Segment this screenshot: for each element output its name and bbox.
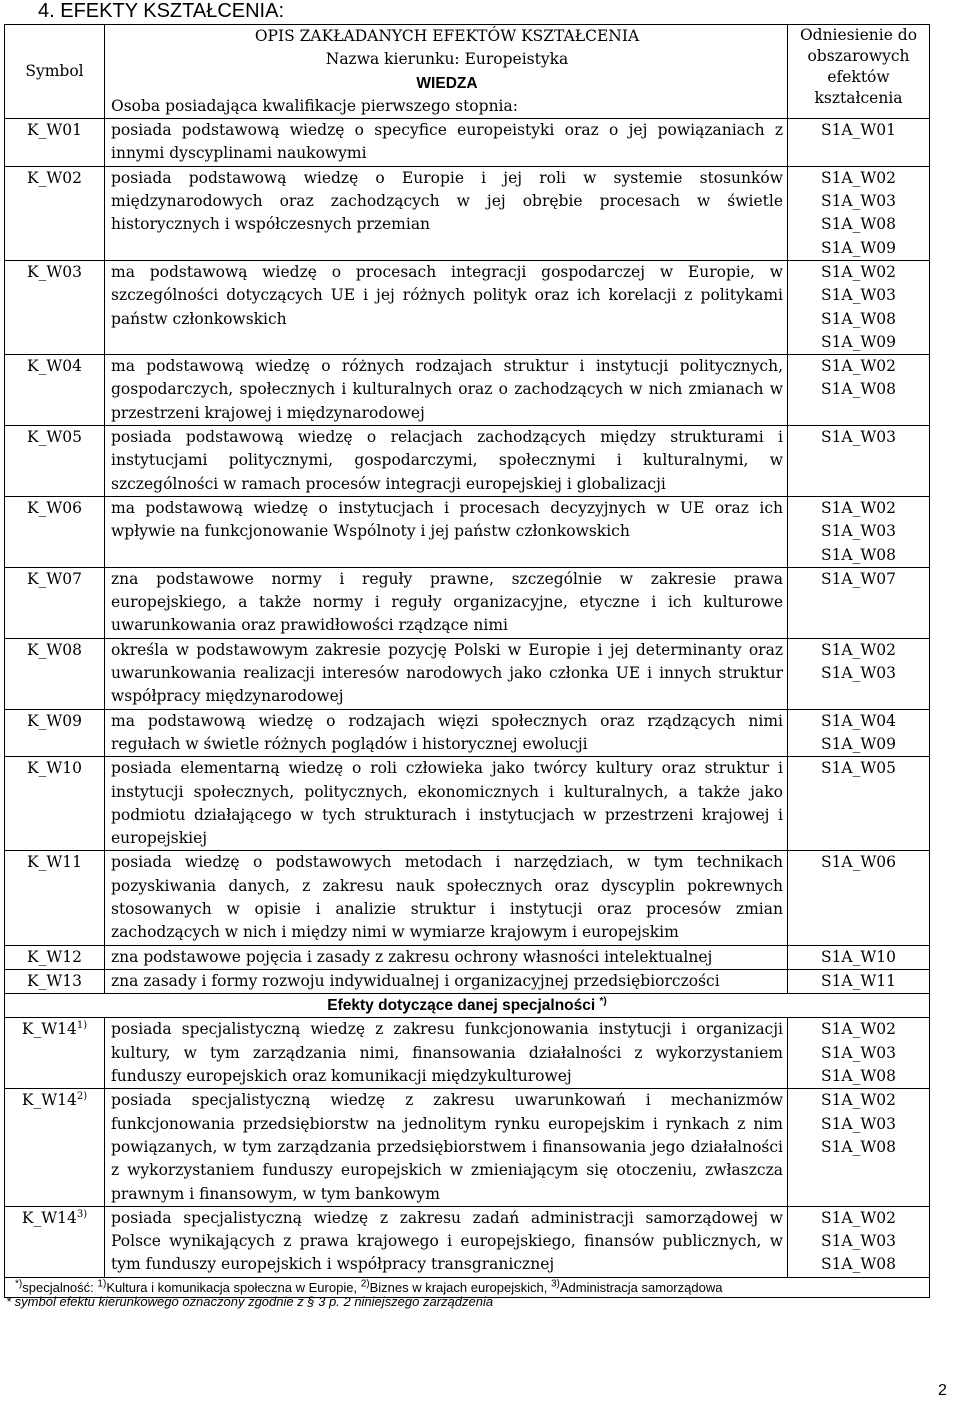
footnote-item: Administracja samorządowa	[559, 1279, 723, 1295]
outcome-description: posiada specjalistyczną wiedzę z zakresu zadań administracji samorządowej w Polsce wynikających z prawa krajowego i europejskiego, finansów publicznych, w tym funduszy europejskich i współpracy transgranicznej	[105, 1206, 788, 1277]
reference-code: S1A_W03	[820, 664, 897, 683]
category-label: WIEDZA	[416, 74, 478, 92]
footnote-item: Kultura i komunikacja społeczna w Europie,	[106, 1279, 358, 1295]
outcome-row	[5, 567, 930, 638]
outcome-symbol	[5, 945, 105, 969]
symbol-code: K_W11	[27, 853, 82, 872]
learning-outcomes-table	[4, 24, 930, 1298]
reference-code: S1A_W08	[820, 1255, 897, 1274]
symbol-code: K_W10	[27, 759, 82, 778]
outcome-symbol	[5, 638, 105, 709]
symbol-code: K_W14	[21, 1208, 77, 1227]
outcome-references	[788, 426, 930, 497]
outcome-symbol	[5, 1089, 105, 1206]
page-number: 2	[938, 1382, 947, 1399]
reference-code: S1A_W09	[820, 238, 897, 257]
reference-header	[788, 25, 930, 119]
symbol-code: K_W03	[27, 262, 82, 281]
outcome-references	[788, 851, 930, 945]
footnote-item: Biznes w krajach europejskich,	[369, 1279, 548, 1295]
outcome-row	[5, 945, 930, 969]
reference-code: S1A_W09	[820, 332, 897, 351]
reference-code: S1A_W03	[820, 286, 897, 305]
symbol-code: K_W14	[21, 1091, 77, 1110]
reference-code: S1A_W08	[820, 1137, 897, 1156]
outcome-description: posiada specjalistyczną wiedzę z zakresu funkcjonowania instytucji i organizacji kultury, w tym zarządzania nimi, finansowania działalności z wykorzystaniem funduszy europejskich oraz komunikacji międzykulturowej	[105, 1018, 788, 1089]
reference-code: S1A_W05	[820, 759, 897, 778]
outcome-description: ma podstawową wiedzę o różnych rodzajach struktur i instytucji politycznych, gospodarczych, społecznych i kulturalnych oraz o zachodzących w nich zmianach w przestrzeni krajowej i międzynarodowej	[105, 355, 788, 426]
reference-code: S1A_W02	[820, 168, 897, 187]
outcome-symbol	[5, 851, 105, 945]
outcome-references	[788, 969, 930, 993]
symbol-code: K_W12	[27, 947, 82, 966]
outcome-row	[5, 260, 930, 354]
description-header	[105, 25, 788, 119]
reference-code: S1A_W08	[820, 380, 897, 399]
outcome-row	[5, 638, 930, 709]
outcome-symbol	[5, 1018, 105, 1089]
outcome-symbol	[5, 260, 105, 354]
outcome-symbol	[5, 1206, 105, 1277]
section-title: 4. EFEKTY KSZTAŁCENIA:	[38, 0, 284, 22]
outcome-description: ma podstawową wiedzę o procesach integracji gospodarczej w Europie, w szczególności dotyczących UE i jej różnych polityk oraz ich korelacji z politykami państw członkowskich	[105, 260, 788, 354]
reference-code: S1A_W02	[820, 498, 897, 517]
outcome-description: posiada podstawową wiedzę o specyfice europeistyki oraz o jej powiązaniach z innymi dyscyplinami naukowymi	[105, 119, 788, 167]
outcome-symbol	[5, 119, 105, 167]
outcome-description: zna podstawowe normy i reguły prawne, szczególnie w zakresie prawa europejskiego, a także normy i reguły organizacyjne, etyczne i ich kulturowe uwarunkowania oraz prawidłowości rządzące nimi	[105, 567, 788, 638]
outcome-row	[5, 1018, 930, 1089]
reference-code: S1A_W02	[820, 1020, 897, 1039]
specialty-marker: 1)	[76, 1020, 88, 1032]
symbol-code: K_W14	[21, 1020, 77, 1039]
outcome-description: zna podstawowe pojęcia i zasady z zakresu ochrony własności intelektualnej	[105, 945, 788, 969]
outcome-symbol	[5, 567, 105, 638]
intro-text: Osoba posiadająca kwalifikacje pierwszego stopnia:	[111, 96, 518, 115]
reference-header-line: kształcenia	[814, 89, 903, 107]
footnote-label: specjalność:	[22, 1279, 94, 1295]
footnote-marker: *)	[15, 1278, 23, 1290]
outcome-references	[788, 496, 930, 567]
reference-code: S1A_W04	[820, 711, 897, 730]
outcome-references	[788, 260, 930, 354]
footnote-marker: 3)	[550, 1278, 560, 1290]
symbol-code: K_W04	[27, 357, 82, 376]
reference-header-line: efektów	[827, 68, 890, 86]
reference-code: S1A_W01	[820, 121, 897, 140]
symbol-code: K_W01	[27, 121, 82, 140]
reference-code: S1A_W08	[820, 215, 897, 234]
symbol-code: K_W09	[27, 711, 82, 730]
outcome-symbol	[5, 166, 105, 260]
symbol-code: K_W07	[27, 569, 82, 588]
outcome-row	[5, 969, 930, 993]
specialty-marker: 3)	[76, 1208, 88, 1220]
reference-code: S1A_W03	[820, 522, 897, 541]
outcome-row	[5, 1089, 930, 1206]
outcome-row	[5, 1206, 930, 1277]
outcome-references	[788, 119, 930, 167]
symbol-code: K_W08	[27, 640, 82, 659]
outcome-references	[788, 355, 930, 426]
reference-code: S1A_W08	[820, 1067, 897, 1086]
reference-code: S1A_W07	[820, 569, 897, 588]
outcome-references	[788, 1089, 930, 1206]
outcome-references	[788, 1018, 930, 1089]
outcome-description: posiada specjalistyczną wiedzę z zakresu uwarunkowań i mechanizmów funkcjonowania przedsiębiorstw na jednolitym rynku europejskim i rynkach z nim powiązanych, w tym zarządzania przedsiębiorstwem i finansowania jego działalności z wykorzystaniem funduszy europejskich w zmieniającym się otoczeniu, zwłaszcza prawnym i finansowym, w tym bankowym	[105, 1089, 788, 1206]
reference-code: S1A_W09	[820, 734, 897, 753]
reference-code: S1A_W08	[820, 309, 897, 328]
reference-header-line: obszarowych	[807, 47, 910, 65]
footnote-marker: 1)	[97, 1278, 107, 1290]
outcome-references	[788, 567, 930, 638]
outcome-row	[5, 496, 930, 567]
outcome-description: określa w podstawowym zakresie pozycję Polski w Europie i jej determinanty oraz uwarunkowania realizacji interesów narodowych jako członka UE i innych struktur współpracy międzynarodowej	[105, 638, 788, 709]
outcome-row	[5, 355, 930, 426]
outcome-description: posiada wiedzę o podstawowych metodach i narzędziach, w tym technikach pozyskiwania danych, z zakresu nauk społecznych oraz dyscyplin pokrewnych stosowanych w opisie i analizie struktur i instytucji oraz procesów zmian zachodzących w nich i między nimi w wymiarze krajowym i europejskim	[105, 851, 788, 945]
outcome-references	[788, 945, 930, 969]
reference-code: S1A_W03	[820, 1114, 897, 1133]
symbol-code: K_W13	[27, 971, 82, 990]
outcome-description: ma podstawową wiedzę o rodzajach więzi społecznych oraz rządzących nimi regułach w świetle różnych poglądów i historycznej ewolucji	[105, 709, 788, 757]
footnote-marker: 2)	[360, 1278, 370, 1290]
outcome-description: posiada podstawową wiedzę o relacjach zachodzących między strukturami i instytucjami politycznymi, gospodarczymi, społecznymi i kulturalnymi, w szczególności w ramach procesów integracji europejskiej i globalizacji	[105, 426, 788, 497]
specialty-heading	[5, 994, 930, 1018]
reference-code: S1A_W02	[820, 1091, 897, 1110]
reference-code: S1A_W11	[820, 971, 897, 990]
outcome-references	[788, 709, 930, 757]
outcome-symbol	[5, 355, 105, 426]
outcome-references	[788, 757, 930, 851]
header-row	[5, 25, 930, 119]
reference-code: S1A_W08	[820, 545, 897, 564]
outcome-references	[788, 166, 930, 260]
symbol-header: Symbol	[5, 25, 105, 119]
symbol-code: K_W05	[27, 428, 82, 447]
outcome-symbol	[5, 757, 105, 851]
outcome-row	[5, 851, 930, 945]
outcome-references	[788, 1206, 930, 1277]
symbol-code: K_W02	[27, 168, 82, 187]
reference-code: S1A_W02	[820, 1208, 897, 1227]
reference-code: S1A_W06	[820, 853, 897, 872]
reference-code: S1A_W02	[820, 640, 897, 659]
symbol-code: K_W06	[27, 498, 82, 517]
reference-code: S1A_W03	[820, 428, 897, 447]
reference-code: S1A_W03	[820, 1232, 897, 1251]
outcome-row	[5, 709, 930, 757]
symbol-note: * symbol efektu kierunkowego oznaczony zgodnie z § 3 p. 2 niniejszego zarządzenia	[6, 1294, 494, 1309]
reference-header-line: Odniesienie do	[799, 26, 918, 44]
outcome-row	[5, 166, 930, 260]
specialty-marker: 2)	[76, 1091, 88, 1103]
outcome-symbol	[5, 496, 105, 567]
reference-code: S1A_W03	[820, 192, 897, 211]
outcome-symbol	[5, 426, 105, 497]
outcome-description: ma podstawową wiedzę o instytucjach i procesach decyzyjnych w UE oraz ich wpływie na funkcjonowanie Wspólnoty i jej państw członkowskich	[105, 496, 788, 567]
programme-name: Nazwa kierunku: Europeistyka	[325, 50, 569, 69]
outcome-description: posiada elementarną wiedzę o roli człowieka jako twórcy kultury oraz struktur i instytucji społecznych, politycznych, ekonomicznych i kulturalnych, a także jako podmiotu działającego w tych strukturach i instytucjach w przestrzeni krajowej i europejskiej	[105, 757, 788, 851]
outcome-row	[5, 426, 930, 497]
outcome-row	[5, 119, 930, 167]
specialty-heading-text: Efekty dotyczące danej specjalności	[327, 997, 596, 1015]
outcome-row	[5, 757, 930, 851]
reference-code: S1A_W03	[820, 1043, 897, 1062]
table-title: OPIS ZAKŁADANYCH EFEKTÓW KSZTAŁCENIA	[254, 27, 640, 45]
specialty-heading-marker: *)	[599, 996, 607, 1008]
specialty-heading-row	[5, 994, 930, 1018]
outcome-description: zna zasady i formy rozwoju indywidualnej i organizacyjnej przedsiębiorczości	[105, 969, 788, 993]
outcome-symbol	[5, 709, 105, 757]
outcome-description: posiada podstawową wiedzę o Europie i jej roli w systemie stosunków międzynarodowych oraz zachodzących w jej obrębie procesach w świetle historycznych i współczesnych przemian	[105, 166, 788, 260]
reference-code: S1A_W10	[820, 947, 897, 966]
outcome-symbol	[5, 969, 105, 993]
outcome-references	[788, 638, 930, 709]
reference-code: S1A_W02	[820, 357, 897, 376]
reference-code: S1A_W02	[820, 262, 897, 281]
